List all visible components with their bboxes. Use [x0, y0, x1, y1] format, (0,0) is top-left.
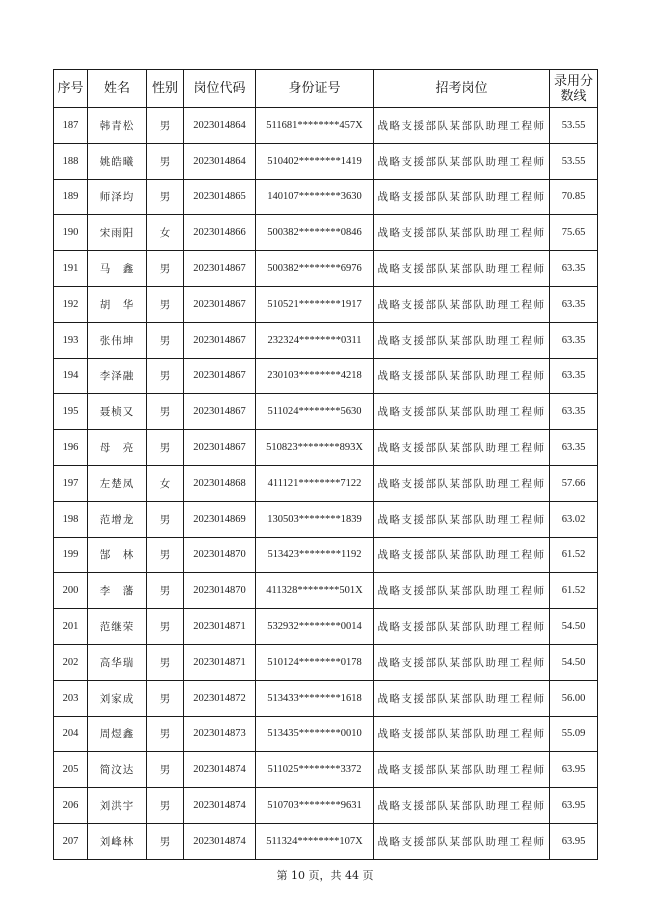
cell-score: 63.35 — [550, 251, 598, 287]
cell-id-number: 230103********4218 — [256, 358, 374, 394]
table-row — [54, 286, 598, 322]
cell-id-number: 511324********107X — [256, 823, 374, 859]
cell-gender: 男 — [147, 179, 184, 215]
cell-name: 李 藩 — [88, 573, 147, 609]
cell-gender: 男 — [147, 752, 184, 788]
cell-post: 战略支援部队某部队助理工程师 — [374, 179, 550, 215]
cell-gender: 男 — [147, 644, 184, 680]
cell-name: 师泽均 — [88, 179, 147, 215]
cell-post-code: 2023014867 — [184, 430, 256, 466]
cell-gender: 男 — [147, 573, 184, 609]
cell-post-code: 2023014867 — [184, 394, 256, 430]
cell-post: 战略支援部队某部队助理工程师 — [374, 143, 550, 179]
table-row — [54, 716, 598, 752]
cell-score: 70.85 — [550, 179, 598, 215]
table-row — [54, 179, 598, 215]
table-row — [54, 215, 598, 251]
cell-seq: 198 — [54, 501, 88, 537]
cell-post-code: 2023014867 — [184, 322, 256, 358]
cell-post-code: 2023014874 — [184, 823, 256, 859]
cell-seq: 200 — [54, 573, 88, 609]
cell-post-code: 2023014871 — [184, 609, 256, 645]
cell-name: 马 鑫 — [88, 251, 147, 287]
cell-gender: 女 — [147, 215, 184, 251]
cell-post-code: 2023014869 — [184, 501, 256, 537]
cell-post-code: 2023014864 — [184, 143, 256, 179]
cell-name: 韩青松 — [88, 108, 147, 144]
cell-post: 战略支援部队某部队助理工程师 — [374, 215, 550, 251]
cell-name: 姚皓曦 — [88, 143, 147, 179]
header-gender: 性别 — [147, 70, 184, 108]
cell-name: 宋雨阳 — [88, 215, 147, 251]
cell-gender: 女 — [147, 465, 184, 501]
cell-seq: 194 — [54, 358, 88, 394]
cell-post: 战略支援部队某部队助理工程师 — [374, 644, 550, 680]
cell-post: 战略支援部队某部队助理工程师 — [374, 322, 550, 358]
header-id-number: 身份证号 — [256, 70, 374, 108]
cell-id-number: 232324********0311 — [256, 322, 374, 358]
cell-post-code: 2023014865 — [184, 179, 256, 215]
cell-id-number: 500382********0846 — [256, 215, 374, 251]
cell-id-number: 513433********1618 — [256, 680, 374, 716]
cell-post: 战略支援部队某部队助理工程师 — [374, 573, 550, 609]
cell-gender: 男 — [147, 322, 184, 358]
cell-gender: 男 — [147, 143, 184, 179]
cell-gender: 男 — [147, 394, 184, 430]
cell-score: 63.35 — [550, 322, 598, 358]
table-row — [54, 609, 598, 645]
cell-post-code: 2023014867 — [184, 251, 256, 287]
table-row — [54, 501, 598, 537]
cell-seq: 192 — [54, 286, 88, 322]
cell-id-number: 511024********5630 — [256, 394, 374, 430]
cell-name: 张伟坤 — [88, 322, 147, 358]
cell-post: 战略支援部队某部队助理工程师 — [374, 716, 550, 752]
cell-post: 战略支援部队某部队助理工程师 — [374, 108, 550, 144]
cell-post-code: 2023014870 — [184, 573, 256, 609]
cell-score: 63.35 — [550, 286, 598, 322]
cell-score: 63.95 — [550, 823, 598, 859]
table-row — [54, 680, 598, 716]
cell-id-number: 513435********0010 — [256, 716, 374, 752]
cell-name: 郜 林 — [88, 537, 147, 573]
header-post-code: 岗位代码 — [184, 70, 256, 108]
page-indicator: 第 10 页，共 44 页 — [276, 869, 374, 882]
table-row — [54, 394, 598, 430]
cell-score: 63.35 — [550, 430, 598, 466]
cell-post-code: 2023014868 — [184, 465, 256, 501]
cell-post: 战略支援部队某部队助理工程师 — [374, 430, 550, 466]
cell-score: 63.95 — [550, 788, 598, 824]
cell-post-code: 2023014864 — [184, 108, 256, 144]
table-row — [54, 573, 598, 609]
cell-score: 75.65 — [550, 215, 598, 251]
cell-seq: 204 — [54, 716, 88, 752]
cell-post: 战略支援部队某部队助理工程师 — [374, 752, 550, 788]
cell-id-number: 411121********7122 — [256, 465, 374, 501]
cell-seq: 199 — [54, 537, 88, 573]
cell-seq: 188 — [54, 143, 88, 179]
cell-post: 战略支援部队某部队助理工程师 — [374, 823, 550, 859]
cell-post: 战略支援部队某部队助理工程师 — [374, 788, 550, 824]
cell-post-code: 2023014866 — [184, 215, 256, 251]
cell-seq: 197 — [54, 465, 88, 501]
cell-id-number: 511025********3372 — [256, 752, 374, 788]
cell-post-code: 2023014874 — [184, 752, 256, 788]
table-body — [54, 108, 598, 860]
cell-seq: 191 — [54, 251, 88, 287]
cell-score: 63.02 — [550, 501, 598, 537]
table-row — [54, 143, 598, 179]
cell-post-code: 2023014867 — [184, 358, 256, 394]
cell-post: 战略支援部队某部队助理工程师 — [374, 394, 550, 430]
cell-gender: 男 — [147, 609, 184, 645]
cell-id-number: 411328********501X — [256, 573, 374, 609]
cell-name: 范增龙 — [88, 501, 147, 537]
cell-score: 54.50 — [550, 609, 598, 645]
cell-name: 聂桢又 — [88, 394, 147, 430]
cell-id-number: 130503********1839 — [256, 501, 374, 537]
cell-name: 李泽融 — [88, 358, 147, 394]
table-row — [54, 108, 598, 144]
cell-post-code: 2023014874 — [184, 788, 256, 824]
cell-post: 战略支援部队某部队助理工程师 — [374, 286, 550, 322]
cell-gender: 男 — [147, 788, 184, 824]
cell-id-number: 510521********1917 — [256, 286, 374, 322]
table-row — [54, 251, 598, 287]
cell-score: 61.52 — [550, 573, 598, 609]
table-row — [54, 788, 598, 824]
header-post: 招考岗位 — [374, 70, 550, 108]
cell-score: 63.35 — [550, 358, 598, 394]
table-row — [54, 537, 598, 573]
cell-seq: 201 — [54, 609, 88, 645]
cell-gender: 男 — [147, 537, 184, 573]
cell-id-number: 510703********9631 — [256, 788, 374, 824]
cell-post: 战略支援部队某部队助理工程师 — [374, 465, 550, 501]
cell-score: 56.00 — [550, 680, 598, 716]
cell-post-code: 2023014872 — [184, 680, 256, 716]
cell-post-code: 2023014871 — [184, 644, 256, 680]
cell-seq: 202 — [54, 644, 88, 680]
cell-gender: 男 — [147, 823, 184, 859]
cell-seq: 196 — [54, 430, 88, 466]
cell-post-code: 2023014870 — [184, 537, 256, 573]
cell-seq: 203 — [54, 680, 88, 716]
table-row — [54, 465, 598, 501]
cell-name: 周煜鑫 — [88, 716, 147, 752]
header-seq: 序号 — [54, 70, 88, 108]
cell-gender: 男 — [147, 430, 184, 466]
cell-seq: 190 — [54, 215, 88, 251]
cell-gender: 男 — [147, 716, 184, 752]
cell-id-number: 511681********457X — [256, 108, 374, 144]
cell-id-number: 510124********0178 — [256, 644, 374, 680]
table-header-row — [54, 70, 598, 108]
cell-score: 63.35 — [550, 394, 598, 430]
cell-gender: 男 — [147, 108, 184, 144]
table-row — [54, 644, 598, 680]
cell-gender: 男 — [147, 680, 184, 716]
cell-seq: 193 — [54, 322, 88, 358]
cell-score: 53.55 — [550, 143, 598, 179]
cell-score: 55.09 — [550, 716, 598, 752]
cell-post: 战略支援部队某部队助理工程师 — [374, 358, 550, 394]
cell-post: 战略支援部队某部队助理工程师 — [374, 609, 550, 645]
cell-name: 高华瑞 — [88, 644, 147, 680]
cell-score: 53.55 — [550, 108, 598, 144]
cell-id-number: 513423********1192 — [256, 537, 374, 573]
table-row — [54, 823, 598, 859]
cell-id-number: 140107********3630 — [256, 179, 374, 215]
cell-post-code: 2023014873 — [184, 716, 256, 752]
admission-table — [53, 69, 598, 860]
cell-name: 左楚凤 — [88, 465, 147, 501]
cell-score: 63.95 — [550, 752, 598, 788]
cell-seq: 207 — [54, 823, 88, 859]
table-row — [54, 752, 598, 788]
cell-id-number: 532932********0014 — [256, 609, 374, 645]
cell-score: 57.66 — [550, 465, 598, 501]
cell-gender: 男 — [147, 286, 184, 322]
cell-score: 54.50 — [550, 644, 598, 680]
cell-seq: 195 — [54, 394, 88, 430]
table-row — [54, 322, 598, 358]
cell-gender: 男 — [147, 501, 184, 537]
cell-id-number: 500382********6976 — [256, 251, 374, 287]
table-row — [54, 358, 598, 394]
cell-name: 范继荣 — [88, 609, 147, 645]
table-row — [54, 430, 598, 466]
header-score: 录用分数线 — [550, 70, 598, 108]
cell-post: 战略支援部队某部队助理工程师 — [374, 537, 550, 573]
cell-post: 战略支援部队某部队助理工程师 — [374, 501, 550, 537]
cell-seq: 187 — [54, 108, 88, 144]
cell-name: 简汶达 — [88, 752, 147, 788]
cell-seq: 205 — [54, 752, 88, 788]
cell-name: 胡 华 — [88, 286, 147, 322]
header-name: 姓名 — [88, 70, 147, 108]
cell-score: 61.52 — [550, 537, 598, 573]
cell-seq: 189 — [54, 179, 88, 215]
cell-name: 母 亮 — [88, 430, 147, 466]
cell-name: 刘洪宇 — [88, 788, 147, 824]
cell-gender: 男 — [147, 251, 184, 287]
cell-name: 刘家成 — [88, 680, 147, 716]
page-footer — [0, 867, 650, 883]
cell-id-number: 510402********1419 — [256, 143, 374, 179]
cell-post: 战略支援部队某部队助理工程师 — [374, 251, 550, 287]
cell-post: 战略支援部队某部队助理工程师 — [374, 680, 550, 716]
cell-gender: 男 — [147, 358, 184, 394]
cell-name: 刘峰林 — [88, 823, 147, 859]
cell-post-code: 2023014867 — [184, 286, 256, 322]
cell-seq: 206 — [54, 788, 88, 824]
cell-id-number: 510823********893X — [256, 430, 374, 466]
